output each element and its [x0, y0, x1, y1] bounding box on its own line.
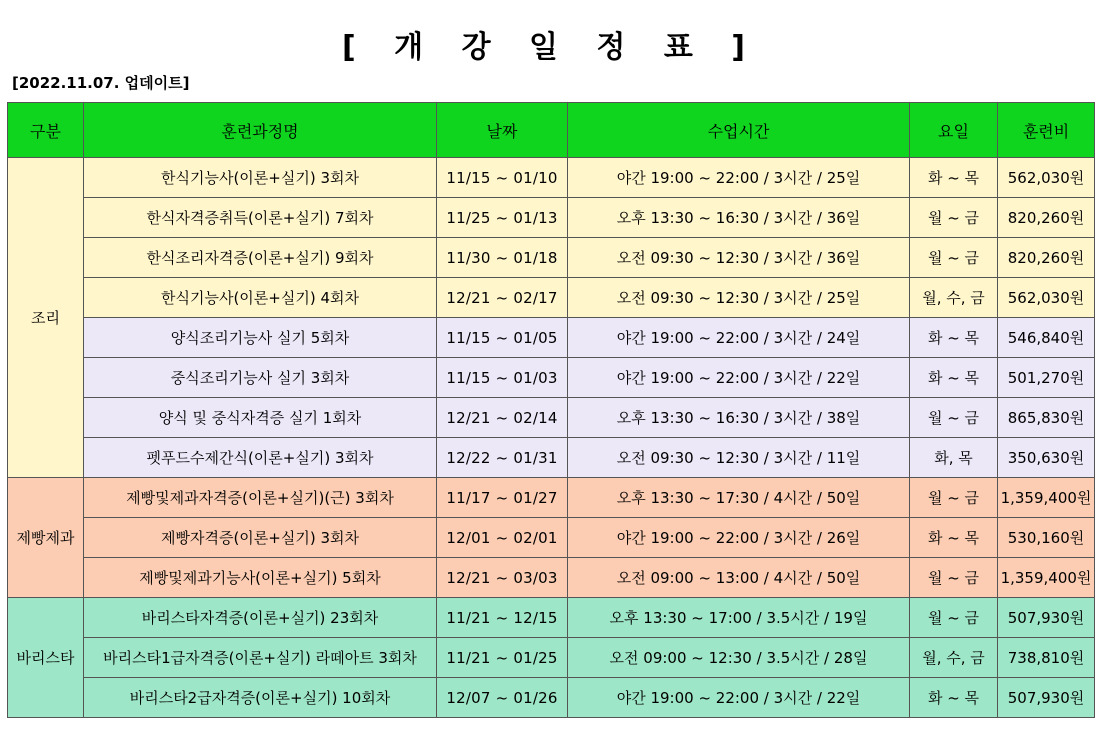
class-time-cell: 야간 19:00 ~ 22:00 / 3시간 / 22일: [568, 678, 910, 718]
date-cell: 11/17 ~ 01/27: [437, 478, 568, 518]
fee-cell: 562,030원: [998, 158, 1095, 198]
fee-cell: 738,810원: [998, 638, 1095, 678]
date-cell: 11/15 ~ 01/03: [437, 358, 568, 398]
course-name-cell: 바리스타2급자격증(이론+실기) 10회차: [84, 678, 437, 718]
weekdays-cell: 월, 수, 금: [910, 638, 998, 678]
schedule-table: [7, 102, 1095, 718]
class-time-cell: 오전 09:30 ~ 12:30 / 3시간 / 36일: [568, 238, 910, 278]
table-row: [8, 598, 1095, 638]
class-time-cell: 오후 13:30 ~ 17:00 / 3.5시간 / 19일: [568, 598, 910, 638]
weekdays-cell: 월 ~ 금: [910, 558, 998, 598]
course-name-cell: 양식 및 중식자격증 실기 1회차: [84, 398, 437, 438]
course-name-cell: 한식기능사(이론+실기) 3회차: [84, 158, 437, 198]
fee-cell: 1,359,400원: [998, 478, 1095, 518]
fee-cell: 1,359,400원: [998, 558, 1095, 598]
weekdays-cell: 화 ~ 목: [910, 518, 998, 558]
weekdays-cell: 화 ~ 목: [910, 678, 998, 718]
date-cell: 11/15 ~ 01/10: [437, 158, 568, 198]
header-date: 날짜: [437, 103, 568, 158]
date-cell: 12/21 ~ 02/14: [437, 398, 568, 438]
category-cell: 조리: [8, 158, 84, 478]
weekdays-cell: 화 ~ 목: [910, 318, 998, 358]
fee-cell: 865,830원: [998, 398, 1095, 438]
date-cell: 12/21 ~ 02/17: [437, 278, 568, 318]
table-row: [8, 478, 1095, 518]
table-row: [8, 438, 1095, 478]
fee-cell: 507,930원: [998, 598, 1095, 638]
header-category: 구분: [8, 103, 84, 158]
class-time-cell: 야간 19:00 ~ 22:00 / 3시간 / 25일: [568, 158, 910, 198]
course-name-cell: 중식조리기능사 실기 3회차: [84, 358, 437, 398]
table-row: [8, 398, 1095, 438]
table-row: [8, 518, 1095, 558]
course-name-cell: 바리스타자격증(이론+실기) 23회차: [84, 598, 437, 638]
course-name-cell: 제빵자격증(이론+실기) 3회차: [84, 518, 437, 558]
table-row: [8, 358, 1095, 398]
fee-cell: 350,630원: [998, 438, 1095, 478]
course-name-cell: 한식조리자격증(이론+실기) 9회차: [84, 238, 437, 278]
fee-cell: 546,840원: [998, 318, 1095, 358]
header-class-time: 수업시간: [568, 103, 910, 158]
table-row: [8, 318, 1095, 358]
weekdays-cell: 월 ~ 금: [910, 598, 998, 638]
update-note: [2022.11.07. 업데이트]: [12, 74, 190, 92]
course-name-cell: 제빵및제과자격증(이론+실기)(근) 3회차: [84, 478, 437, 518]
category-cell: 바리스타: [8, 598, 84, 718]
header-row: [8, 103, 1095, 158]
class-time-cell: 오후 13:30 ~ 17:30 / 4시간 / 50일: [568, 478, 910, 518]
class-time-cell: 오전 09:30 ~ 12:30 / 3시간 / 11일: [568, 438, 910, 478]
table-row: [8, 278, 1095, 318]
course-name-cell: 한식기능사(이론+실기) 4회차: [84, 278, 437, 318]
class-time-cell: 오전 09:00 ~ 12:30 / 3.5시간 / 28일: [568, 638, 910, 678]
class-time-cell: 오후 13:30 ~ 16:30 / 3시간 / 38일: [568, 398, 910, 438]
course-name-cell: 바리스타1급자격증(이론+실기) 라떼아트 3회차: [84, 638, 437, 678]
table-row: [8, 198, 1095, 238]
class-time-cell: 야간 19:00 ~ 22:00 / 3시간 / 26일: [568, 518, 910, 558]
course-name-cell: 제빵및제과기능사(이론+실기) 5회차: [84, 558, 437, 598]
weekdays-cell: 화 ~ 목: [910, 358, 998, 398]
class-time-cell: 야간 19:00 ~ 22:00 / 3시간 / 22일: [568, 358, 910, 398]
category-cell: 제빵제과: [8, 478, 84, 598]
fee-cell: 820,260원: [998, 238, 1095, 278]
fee-cell: 530,160원: [998, 518, 1095, 558]
weekdays-cell: 월 ~ 금: [910, 238, 998, 278]
table-row: [8, 238, 1095, 278]
fee-cell: 820,260원: [998, 198, 1095, 238]
class-time-cell: 오후 13:30 ~ 16:30 / 3시간 / 36일: [568, 198, 910, 238]
date-cell: 11/21 ~ 01/25: [437, 638, 568, 678]
table-row: [8, 158, 1095, 198]
course-name-cell: 양식조리기능사 실기 5회차: [84, 318, 437, 358]
weekdays-cell: 화 ~ 목: [910, 158, 998, 198]
page-title: [ 개 강 일 정 표 ]: [342, 30, 759, 65]
schedule-body: [8, 158, 1095, 718]
table-row: [8, 638, 1095, 678]
class-time-cell: 오전 09:00 ~ 13:00 / 4시간 / 50일: [568, 558, 910, 598]
date-cell: 12/07 ~ 01/26: [437, 678, 568, 718]
date-cell: 11/25 ~ 01/13: [437, 198, 568, 238]
weekdays-cell: 월 ~ 금: [910, 398, 998, 438]
table-row: [8, 558, 1095, 598]
fee-cell: 501,270원: [998, 358, 1095, 398]
date-cell: 12/01 ~ 02/01: [437, 518, 568, 558]
weekdays-cell: 월 ~ 금: [910, 478, 998, 518]
header-weekdays: 요일: [910, 103, 998, 158]
fee-cell: 507,930원: [998, 678, 1095, 718]
date-cell: 11/21 ~ 12/15: [437, 598, 568, 638]
date-cell: 11/15 ~ 01/05: [437, 318, 568, 358]
weekdays-cell: 화, 목: [910, 438, 998, 478]
date-cell: 11/30 ~ 01/18: [437, 238, 568, 278]
class-time-cell: 야간 19:00 ~ 22:00 / 3시간 / 24일: [568, 318, 910, 358]
table-row: [8, 678, 1095, 718]
header-course-name: 훈련과정명: [84, 103, 437, 158]
fee-cell: 562,030원: [998, 278, 1095, 318]
date-cell: 12/21 ~ 03/03: [437, 558, 568, 598]
course-name-cell: 펫푸드수제간식(이론+실기) 3회차: [84, 438, 437, 478]
weekdays-cell: 월 ~ 금: [910, 198, 998, 238]
class-time-cell: 오전 09:30 ~ 12:30 / 3시간 / 25일: [568, 278, 910, 318]
header-fee: 훈련비: [998, 103, 1095, 158]
date-cell: 12/22 ~ 01/31: [437, 438, 568, 478]
course-name-cell: 한식자격증취득(이론+실기) 7회차: [84, 198, 437, 238]
weekdays-cell: 월, 수, 금: [910, 278, 998, 318]
